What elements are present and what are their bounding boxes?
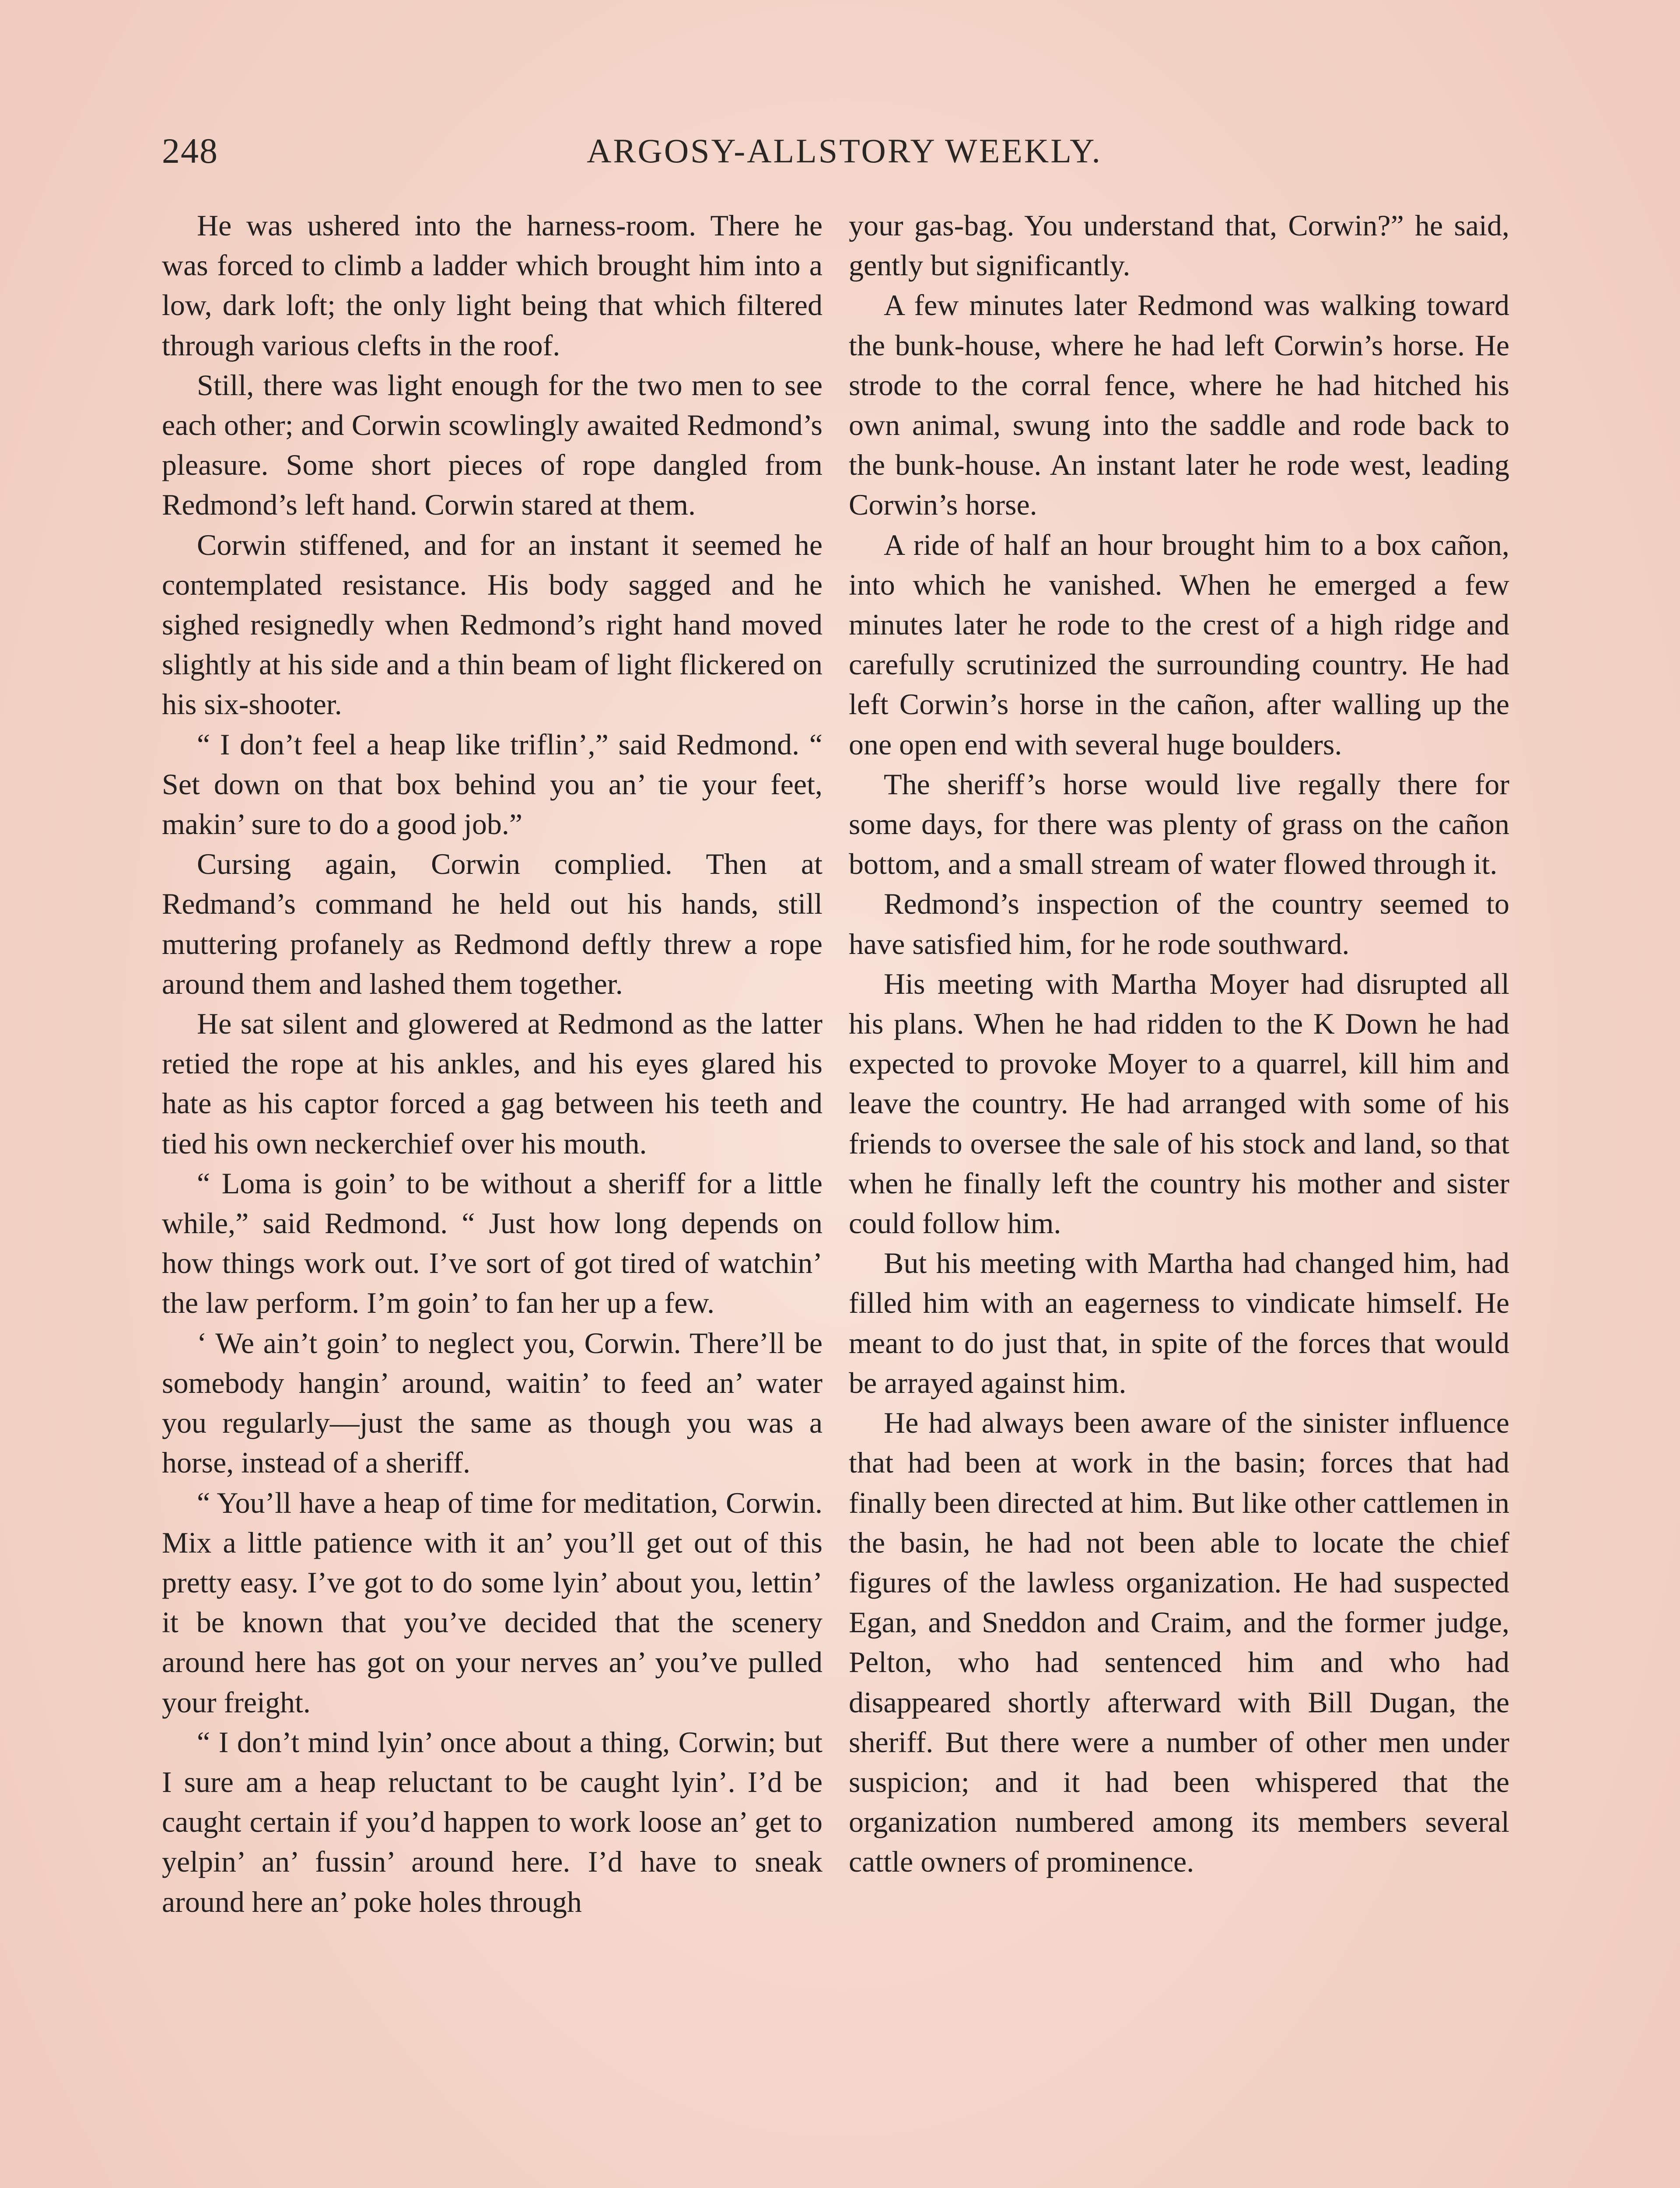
paragraph: A ride of half an hour brought him to a box cañon, into which he vanished. When he emerged a few minutes later he rode to the crest of a high ridge and carefully scrutinized the surrounding country. He had left Corwin’s horse in the cañon, after walling up the one open end with several huge boulders. bbox=[849, 528, 1509, 761]
paragraph: “ Loma is goin’ to be without a sheriff for a little while,” said Redmond. “ Just how long depends on how things work out. I’ve sort of got tired of watchin’ the law perform. I’m goin’ to fan her up a few. bbox=[162, 1166, 822, 1320]
paragraph: “ You’ll have a heap of time for meditation, Corwin. Mix a little patience with it an’ you’ll get out of this pretty easy. I’ve got to do some lyin’ about you, lettin’ it be known that you’ve decided that the scenery around here has got on your nerves an’ you’ve pulled your freight. bbox=[162, 1486, 822, 1719]
page-header bbox=[162, 127, 1527, 184]
paragraph: He was ushered into the harness-room. There he was forced to climb a ladder which brought him into a low, dark loft; the only light being that which filtered through various clefts in the roof. bbox=[162, 209, 822, 362]
right-column bbox=[849, 206, 1509, 1882]
paragraph: A few minutes later Redmond was walking toward the bunk-house, where he had left Corwin’s horse. He strode to the corral fence, where he had hitched his own animal, swung into the saddle and rode back to the bunk-house. An instant later he rode west, leading Corwin’s horse. bbox=[849, 288, 1509, 522]
paragraph: The sheriff’s horse would live regally there for some days, for there was plenty of grass on the cañon bottom, and a small stream of water flowed through it. bbox=[849, 767, 1509, 881]
paragraph: “ I don’t mind lyin’ once about a thing, Corwin; but I sure am a heap reluctant to be caught lyin’. I’d be caught certain if you’d happen to work loose an’ get to yelpin’ an’ fussin’ around here. I’d have to sneak around here an’ poke holes through bbox=[162, 1725, 822, 1918]
paragraph: His meeting with Martha Moyer had disrupted all his plans. When he had ridden to the K Down he had expected to provoke Moyer to a quarrel, kill him and leave the country. He had arranged with some of his friends to oversee the sale of his stock and land, so that when he finally left the country his mother and sister could follow him. bbox=[849, 967, 1509, 1240]
paragraph: But his meeting with Martha had changed him, had filled him with an eagerness to vindicate himself. He meant to do just that, in spite of the forces that would be arrayed against him. bbox=[849, 1246, 1509, 1399]
left-column bbox=[162, 206, 822, 1922]
paragraph: He sat silent and glowered at Redmond as the latter retied the rope at his ankles, and his eyes glared his hate as his captor forced a gag between his teeth and tied his own neckerchief over his mouth. bbox=[162, 1007, 822, 1160]
paragraph: He had always been aware of the sinister influence that had been at work in the basin; forces that had finally been directed at him. But like other cattlemen in the basin, he had not been able to locate the chief figures of the lawless organization. He had suspected Egan, and Sneddon and Craim, and the former judge, Pelton, who had sentenced him and who had disappeared shortly afterward with Bill Dugan, the sheriff. But there were a number of other men under suspicion; and it had been whispered that the organization numbered among its members several cattle owners of prominence. bbox=[849, 1406, 1509, 1879]
page-number: 248 bbox=[162, 131, 218, 171]
paragraph: Still, there was light enough for the two men to see each other; and Corwin scowlingly awaited Redmond’s pleasure. Some short pieces of rope dangled from Redmond’s left hand. Corwin stared at them. bbox=[162, 368, 822, 522]
running-title: ARGOSY-ALLSTORY WEEKLY. bbox=[587, 132, 1102, 170]
paragraph: Cursing again, Corwin complied. Then at Redmand’s command he held out his hands, still muttering profanely as Redmond deftly threw a rope around them and lashed them together. bbox=[162, 847, 822, 1000]
paragraph: “ I don’t feel a heap like triflin’,” said Redmond. “ Set down on that box behind you an’ tie your feet, makin’ sure to do a good job.” bbox=[162, 727, 822, 841]
paragraph: Redmond’s inspection of the country seemed to have satisfied him, for he rode southward. bbox=[849, 887, 1509, 961]
paragraph: ‘ We ain’t goin’ to neglect you, Corwin. There’ll be somebody hangin’ around, waitin’ to feed an’ water you regularly—just the same as though you was a horse, instead of a sheriff. bbox=[162, 1326, 822, 1480]
paragraph: Corwin stiffened, and for an instant it seemed he contemplated resistance. His body sagged and he sighed resignedly when Redmond’s right hand moved slightly at his side and a thin beam of light flickered on his six-shooter. bbox=[162, 528, 822, 721]
paragraph-continued: your gas-bag. You understand that, Corwin?” he said, gently but significantly. bbox=[849, 209, 1509, 282]
